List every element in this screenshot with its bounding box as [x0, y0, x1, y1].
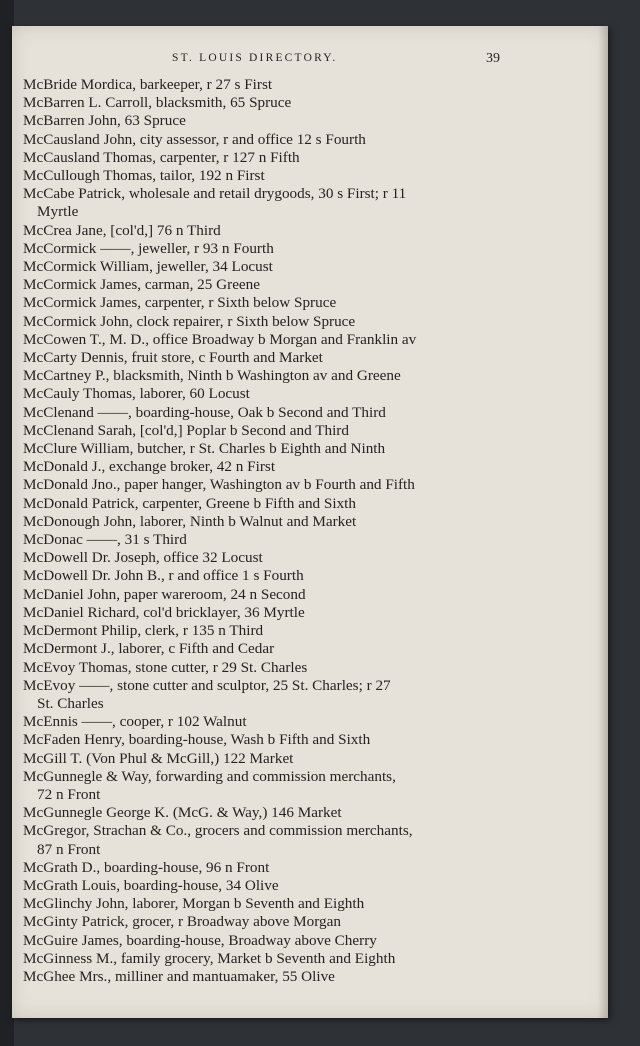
entry-text: McCabe Patrick, wholesale and retail drygoods, 30 s First; r 11 — [23, 185, 407, 203]
directory-entry — [23, 822, 505, 858]
entry-text: McClenand Sarah, [col'd,] Poplar b Second and Third — [23, 421, 349, 439]
entry-text: McCormick ——, jeweller, r 93 n Fourth — [23, 239, 274, 257]
directory-entry — [23, 640, 505, 658]
directory-entry — [23, 331, 505, 349]
entry-text: McDermont Philip, clerk, r 135 n Third — [23, 622, 264, 640]
directory-entry — [23, 768, 505, 804]
entry-text: McClenand ——, boarding-house, Oak b Second and Third — [23, 403, 386, 421]
directory-entries — [23, 76, 505, 986]
directory-page — [12, 26, 608, 1018]
entry-text: McGrath D., boarding-house, 96 n Front — [23, 858, 270, 876]
entry-text: McGinty Patrick, grocer, r Broadway above Morgan — [23, 913, 341, 931]
entry-text: McFaden Henry, boarding-house, Wash b Fifth and Sixth — [23, 731, 371, 749]
running-head — [12, 52, 608, 70]
entry-text: McCullough Thomas, tailor, 192 n First — [23, 167, 265, 185]
entry-text: McDermont J., laborer, c Fifth and Cedar — [23, 640, 275, 658]
entry-text: McDonac ——, 31 s Third — [23, 531, 187, 549]
directory-entry — [23, 185, 505, 221]
directory-entry — [23, 349, 505, 367]
entry-continuation: Myrtle — [37, 203, 79, 221]
entry-text: McGrath Louis, boarding-house, 34 Olive — [23, 876, 279, 894]
entry-text: McCormick John, clock repairer, r Sixth below Spruce — [23, 312, 356, 330]
directory-entry — [23, 913, 505, 931]
entry-continuation: 72 n Front — [37, 785, 101, 803]
directory-entry — [23, 240, 505, 258]
entry-text: McCrea Jane, [col'd,] 76 n Third — [23, 221, 221, 239]
entry-text: McCormick James, carpenter, r Sixth below Spruce — [23, 294, 337, 312]
directory-entry — [23, 531, 505, 549]
entry-text: McGregor, Strachan & Co., grocers and commission merchants, — [23, 822, 413, 840]
directory-entry — [23, 877, 505, 895]
entry-text: McBarren John, 63 Spruce — [23, 112, 186, 130]
directory-entry — [23, 222, 505, 240]
directory-entry — [23, 804, 505, 822]
entry-text: McGill T. (Von Phul & McGill,) 122 Market — [23, 749, 294, 767]
entry-text: McCormick William, jeweller, 34 Locust — [23, 258, 273, 276]
entry-continuation: St. Charles — [37, 694, 104, 712]
directory-entry — [23, 404, 505, 422]
directory-entry — [23, 731, 505, 749]
entry-text: McClure William, butcher, r St. Charles b Eighth and Ninth — [23, 440, 386, 458]
directory-entry — [23, 659, 505, 677]
directory-entry — [23, 422, 505, 440]
directory-entry — [23, 367, 505, 385]
directory-entry — [23, 76, 505, 94]
entry-text: McGlinchy John, laborer, Morgan b Seventh and Eighth — [23, 895, 365, 913]
entry-text: McCausland Thomas, carpenter, r 127 n Fifth — [23, 148, 300, 166]
directory-entry — [23, 513, 505, 531]
entry-text: McCormick James, carman, 25 Greene — [23, 276, 261, 294]
entry-text: McDowell Dr. John B., r and office 1 s Fourth — [23, 567, 304, 585]
entry-text: McDaniel John, paper wareroom, 24 n Second — [23, 585, 306, 603]
directory-entry — [23, 932, 505, 950]
directory-entry — [23, 677, 505, 713]
entry-text: McDonald Patrick, carpenter, Greene b Fifth and Sixth — [23, 494, 356, 512]
directory-entry — [23, 567, 505, 585]
directory-entry — [23, 131, 505, 149]
entry-text: McGunnegle & Way, forwarding and commission merchants, — [23, 767, 396, 785]
entry-text: McCauly Thomas, laborer, 60 Locust — [23, 385, 250, 403]
directory-entry — [23, 294, 505, 312]
directory-entry — [23, 258, 505, 276]
entry-text: McDonough John, laborer, Ninth b Walnut and Market — [23, 512, 357, 530]
entry-text: McEnnis ——, cooper, r 102 Walnut — [23, 713, 247, 731]
directory-entry — [23, 622, 505, 640]
entry-text: McEvoy Thomas, stone cutter, r 29 St. Charles — [23, 658, 308, 676]
page-title: ST. LOUIS DIRECTORY. — [172, 52, 338, 64]
entry-text: McGunnegle George K. (McG. & Way,) 146 Market — [23, 804, 342, 822]
entry-continuation: 87 n Front — [37, 840, 101, 858]
entry-text: McGuire James, boarding-house, Broadway above Cherry — [23, 931, 377, 949]
directory-entry — [23, 385, 505, 403]
directory-entry — [23, 276, 505, 294]
directory-entry — [23, 968, 505, 986]
directory-entry — [23, 167, 505, 185]
entry-text: McGhee Mrs., milliner and mantuamaker, 55 Olive — [23, 967, 335, 985]
directory-entry — [23, 458, 505, 476]
entry-text: McCausland John, city assessor, r and office 12 s Fourth — [23, 130, 366, 148]
directory-entry — [23, 549, 505, 567]
directory-entry — [23, 149, 505, 167]
directory-entry — [23, 476, 505, 494]
directory-entry — [23, 859, 505, 877]
directory-entry — [23, 895, 505, 913]
directory-entry — [23, 750, 505, 768]
entry-text: McCarty Dennis, fruit store, c Fourth and Market — [23, 349, 323, 367]
entry-text: McDonald Jno., paper hanger, Washington av b Fourth and Fifth — [23, 476, 415, 494]
directory-entry — [23, 604, 505, 622]
directory-entry — [23, 313, 505, 331]
entry-text: McDonald J., exchange broker, 42 n First — [23, 458, 276, 476]
entry-text: McDaniel Richard, col'd bricklayer, 36 Myrtle — [23, 603, 305, 621]
entry-text: McCartney P., blacksmith, Ninth b Washington av and Greene — [23, 367, 401, 385]
entry-text: McDowell Dr. Joseph, office 32 Locust — [23, 549, 263, 567]
directory-entry — [23, 94, 505, 112]
page-number: 39 — [486, 51, 500, 66]
entry-text: McCowen T., M. D., office Broadway b Morgan and Franklin av — [23, 330, 417, 348]
entry-text: McBarren L. Carroll, blacksmith, 65 Spruce — [23, 94, 292, 112]
entry-text: McBride Mordica, barkeeper, r 27 s First — [23, 76, 273, 93]
directory-entry — [23, 713, 505, 731]
directory-entry — [23, 495, 505, 513]
directory-entry — [23, 112, 505, 130]
entry-text: McEvoy ——, stone cutter and sculptor, 25 St. Charles; r 27 — [23, 676, 391, 694]
entry-text: McGinness M., family grocery, Market b Seventh and Eighth — [23, 949, 396, 967]
directory-entry — [23, 440, 505, 458]
directory-entry — [23, 950, 505, 968]
directory-entry — [23, 586, 505, 604]
